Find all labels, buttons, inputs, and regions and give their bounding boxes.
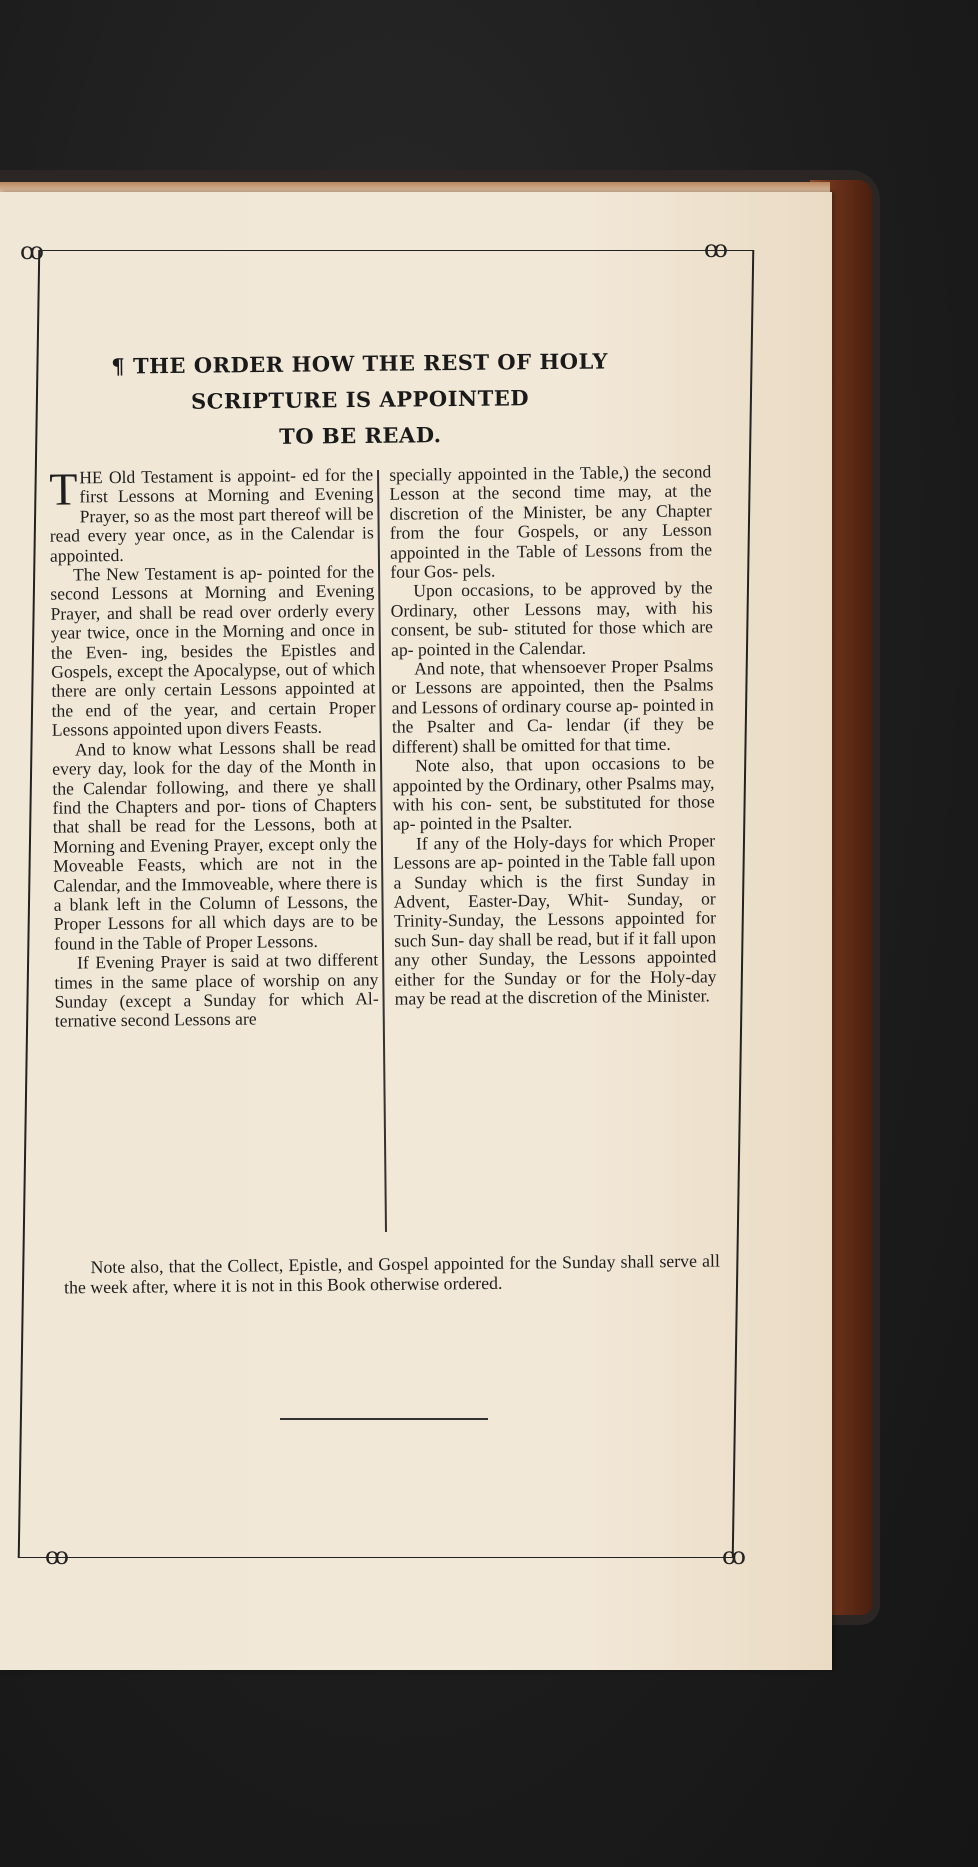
closing-note-text: Note also, that the Collect, Epistle, and Gospel appointed for the Sunday shall serve all the week after, where it is not in this Book otherwise ordered. — [64, 1250, 720, 1298]
paragraph: And note, that whensoever Proper Psalms or Lessons are appointed, then the Psalms and Lessons of ordinary course ap- pointed in the Psalter and Ca- lendar (if they be different) shall be omitted for that time. — [391, 655, 714, 757]
title-line-3: TO BE READ. — [279, 422, 442, 449]
paragraph: Upon occasions, to be approved by the Ordinary, other Lessons may, with his consent, be sub- stituted for those which are ap- pointed in the Calendar. — [390, 577, 713, 660]
right-column — [389, 462, 717, 1009]
corner-ornament-bottom-left: ꝏ — [45, 1542, 69, 1570]
closing-note — [64, 1251, 720, 1298]
title-line-1: ¶ THE ORDER HOW THE REST OF HOLY — [111, 348, 609, 379]
page-title — [59, 343, 660, 457]
left-column — [49, 465, 379, 1031]
paragraph: Note also, that upon occasions to be appointed by the Ordinary, other Psalms may, with his con- sent, be substituted for those ap- pointed in the Psalter. — [392, 752, 715, 834]
corner-ornament-bottom-right: ꝏ — [722, 1542, 746, 1570]
paragraph: If Evening Prayer is said at two different times in the same place of worship on any Sunday (except a Sunday for which Al- ternative second Lessons are — [54, 949, 379, 1032]
paragraph: The New Testament is ap- pointed for the second Lessons at Morning and Evening Prayer, and shall be read over orderly every year twice, once in the Morning and once in the Even- ing, besides the Epistles and Gospels, except the Apocalypse, out of which there are only certain Lessons appointed at the end of the year, and certain Proper Lessons appointed upon divers Feasts. — [50, 561, 376, 740]
paragraph: THE Old Testament is appoint- ed for the first Lessons at Morning and Evening Prayer, so as the most part thereof will be read every year once, as in the Calendar is appointed. — [49, 463, 374, 566]
paragraph: And to know what Lessons shall be read every day, look for the day of the Month in the Calendar following, and there ye shall find the Chapters and por- tions of Chapters that shall be read for the Lessons, both at Morning and Evening Prayer, except only the Moveable Feasts, which are not in the Calendar, and the Immoveable, where there is a blank left in the Column of Lessons, the Proper Lessons for all which days are to be found in the Table of Proper Lessons. — [52, 735, 378, 954]
corner-ornament-top-left: ꝏ — [20, 237, 44, 265]
paragraph: If any of the Holy-days for which Proper Lessons are ap- pointed in the Table fall upon a Sunday which is the first Sunday in Advent, Easter-Day, Whit- Sunday, or Trinity-Sunday, the Lessons appointed for such Sun- day shall be read, but if it fall upon any other Sunday, the Lessons appointed either for the Sunday or for the Holy-day may be read at the discretion of the Minister. — [393, 830, 717, 1009]
paragraph: specially appointed in the Table,) the second Lesson at the second time may, at the discretion of the Minister, be any Chapter from the four Gospels, or any Lesson appointed in the Table of Lessons from the four Gos- pels. — [389, 461, 713, 582]
drop-cap: T — [49, 463, 78, 515]
corner-ornament-top-right: ꝏ — [704, 235, 728, 263]
end-rule — [280, 1418, 488, 1420]
title-line-2: SCRIPTURE IS APPOINTED — [190, 385, 530, 414]
